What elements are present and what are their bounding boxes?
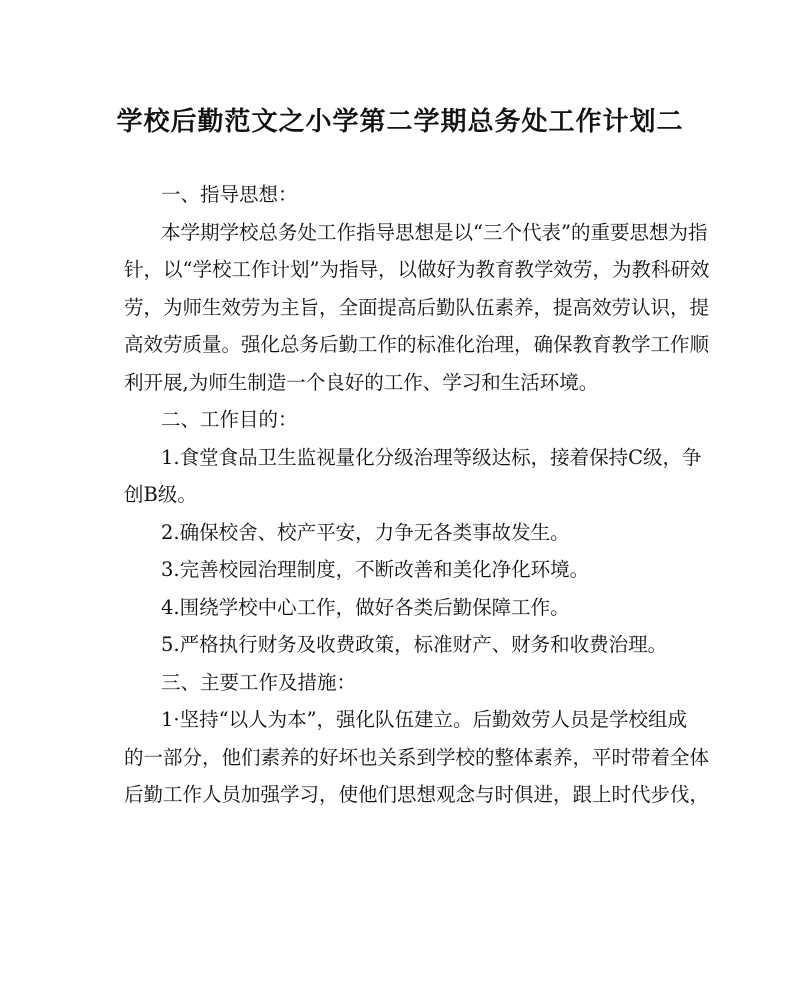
paragraph-line: 的一部分，他们素养的好坏也关系到学校的整体素养，平时带着全体: [124, 745, 710, 769]
goal-item-3: 3.完善校园治理制度，不断改善和美化净化环境。: [161, 558, 590, 581]
section-heading-guiding-ideology: 一、指导思想：: [161, 183, 298, 206]
goal-item-2: 2.确保校舍、校产平安，力争无各类事故发生。: [161, 520, 570, 544]
work-item-1: [124, 701, 710, 814]
paragraph-line: 利开展,为师生制造一个良好的工作、学习和生活环境。: [124, 370, 599, 394]
paragraph-line: 针，以“学校工作计划”为指导，以做好为教育教学效劳，为教科研效: [124, 258, 710, 281]
paragraph-line: 高效劳质量。强化总务后勤工作的标准化治理，确保教育教学工作顺: [124, 333, 710, 356]
paragraph-line: 1.食堂食品卫生监视量化分级治理等级达标，接着保持C级，争: [161, 445, 702, 469]
goal-item-1: [124, 439, 702, 514]
document-title: 学校后勤范文之小学第二学期总务处工作计划二: [116, 107, 684, 137]
paragraph-guiding-ideology: [124, 214, 710, 402]
document-body: [124, 176, 710, 814]
goal-item-4: 4.围绕学校中心工作，做好各类后勤保障工作。: [161, 595, 570, 619]
section-heading-work-goals: 二、工作目的：: [161, 408, 298, 431]
section-heading-main-work: 三、主要工作及措施：: [161, 670, 357, 694]
paragraph-line: 本学期学校总务处工作指导思想是以“三个代表”的重要思想为指: [161, 220, 708, 244]
paragraph-line: 后勤工作人员加强学习，使他们思想观念与时俱进，跟上时代步伐，: [124, 783, 710, 806]
paragraph-line: 1·坚持“以人为本”，强化队伍建立。后勤效劳人员是学校组成: [161, 708, 688, 731]
paragraph-line: 创B级。: [124, 483, 197, 506]
paragraph-line: 劳，为师生效劳为主旨，全面提高后勤队伍素养，提高效劳认识，提: [124, 295, 710, 319]
goal-item-5: 5.严格执行财务及收费政策，标准财产、财务和收费治理。: [161, 633, 668, 656]
